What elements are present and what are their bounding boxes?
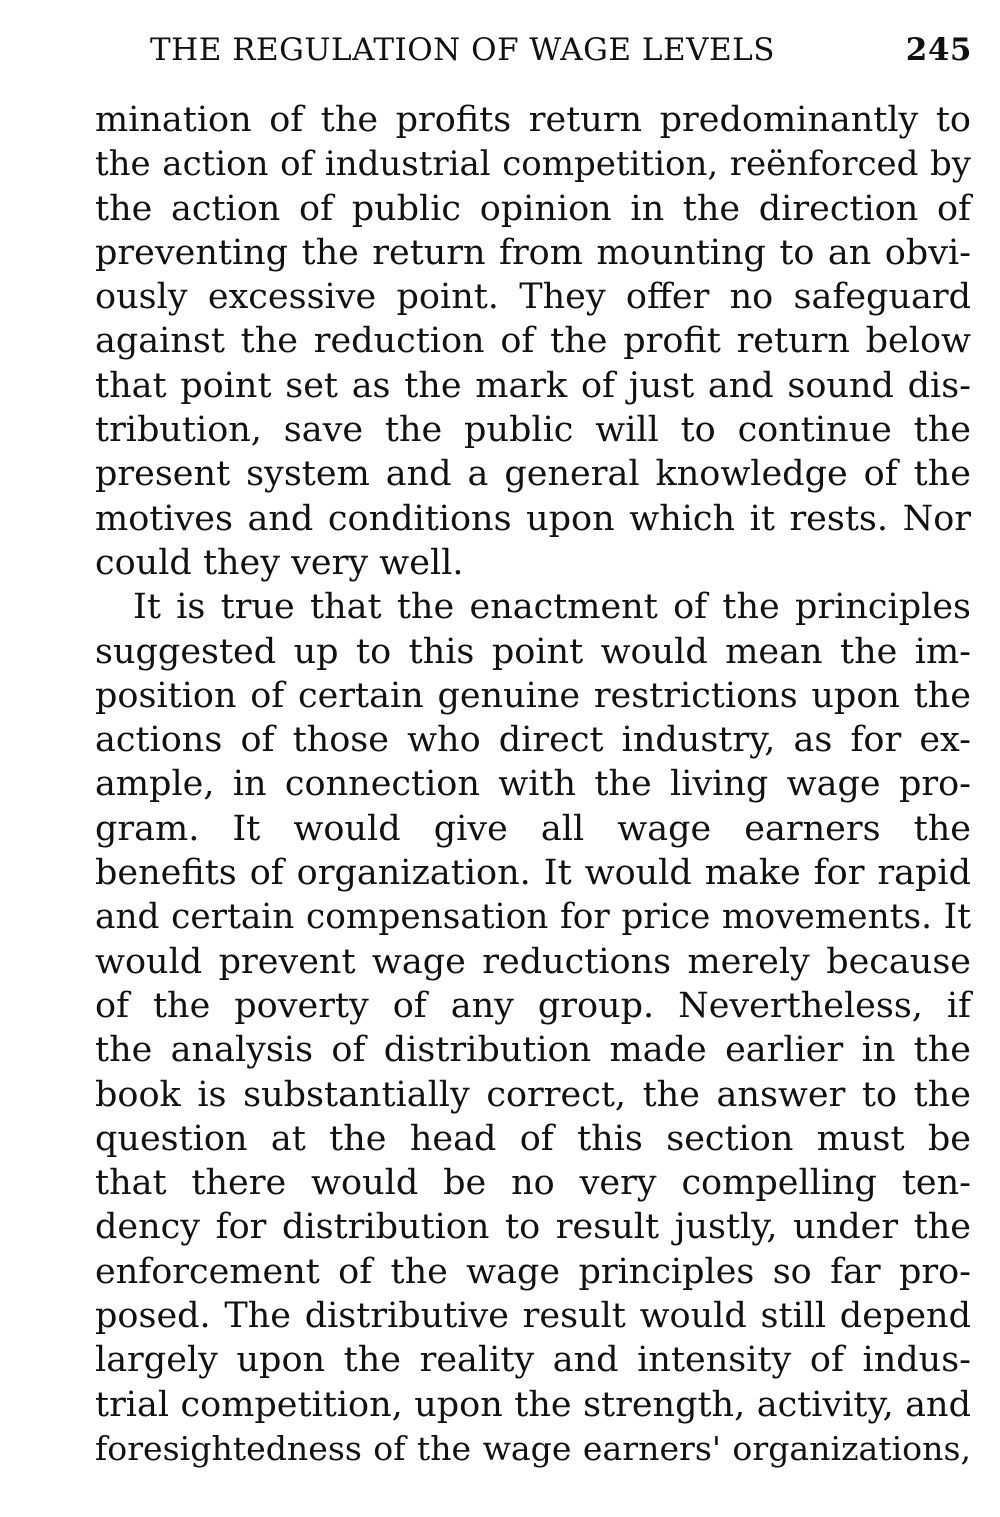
text-line: the analysis of distribution made earlier in the xyxy=(95,1030,971,1071)
text-line: ously excessive point. They offer no safeguard xyxy=(95,277,971,318)
text-line: and certain compensation for price movements. It xyxy=(95,897,971,938)
running-head xyxy=(150,30,972,70)
text-line: foresightedness of the wage earners' organizations, xyxy=(95,1428,971,1468)
text-line: preventing the return from mounting to an obvi- xyxy=(95,232,971,273)
text-line: trial competition, upon the strength, activity, and xyxy=(95,1384,971,1425)
paragraph-start-line: It is true that the enactment of the principles xyxy=(133,587,971,628)
text-line: that point set as the mark of just and sound dis- xyxy=(95,365,971,406)
text-line: motives and conditions upon which it rests. Nor xyxy=(95,498,971,539)
running-head-title: THE REGULATION OF WAGE LEVELS xyxy=(150,32,775,68)
text-line: would prevent wage reductions merely because xyxy=(95,941,971,982)
text-line: of the poverty of any group. Nevertheless, if xyxy=(95,985,971,1026)
text-line: position of certain genuine restrictions upon the xyxy=(95,675,971,716)
text-line: largely upon the reality and intensity of indus- xyxy=(95,1340,971,1381)
text-line: posed. The distributive result would still depend xyxy=(95,1296,971,1337)
text-line: mination of the profits return predominantly to xyxy=(95,100,971,140)
text-line: enforcement of the wage principles so far pro- xyxy=(95,1251,971,1292)
text-line: gram. It would give all wage earners the xyxy=(95,808,971,849)
text-line: benefits of organization. It would make for rapid xyxy=(95,853,971,894)
text-line: present system and a general knowledge of the xyxy=(95,454,971,495)
text-line: the action of industrial competition, reënforced by xyxy=(95,144,971,185)
text-line: the action of public opinion in the direction of xyxy=(95,188,971,229)
text-line: tribution, save the public will to continue the xyxy=(95,410,971,451)
text-line: ample, in connection with the living wage pro- xyxy=(95,764,971,805)
text-line: that there would be no very compelling ten- xyxy=(95,1163,971,1204)
text-line: suggested up to this point would mean the im- xyxy=(95,631,971,672)
text-line: actions of those who direct industry, as for ex- xyxy=(95,720,971,761)
paragraph-end-line: could they very well. xyxy=(95,542,464,583)
body-text xyxy=(95,98,971,1471)
text-line: dency for distribution to result justly, under the xyxy=(95,1207,971,1248)
page-number: 245 xyxy=(905,32,972,68)
text-line: book is substantially correct, the answer to the xyxy=(95,1074,971,1115)
text-line: question at the head of this section must be xyxy=(95,1118,971,1159)
text-line: against the reduction of the profit return below xyxy=(95,321,971,362)
